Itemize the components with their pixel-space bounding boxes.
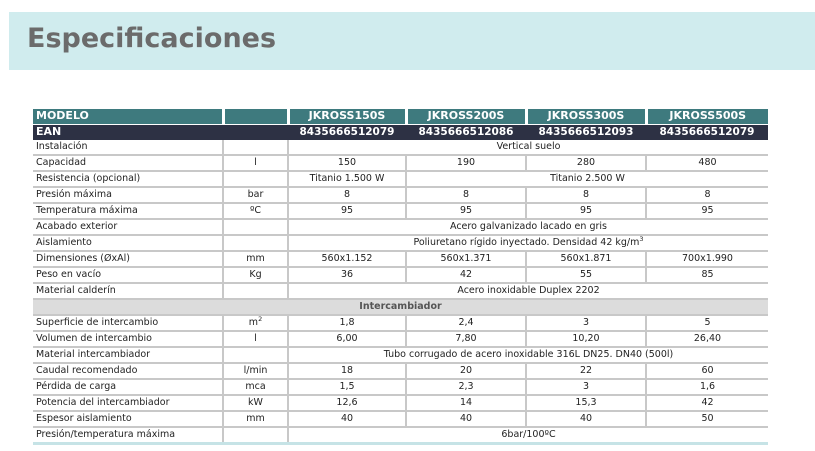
row-value: Titanio 1.500 W — [288, 171, 406, 187]
row-label: Material intercambiador — [33, 347, 223, 363]
row-label: Capacidad — [33, 155, 223, 171]
row-value: Acero galvanizado lacado en gris — [288, 219, 768, 235]
row-label: Pérdida de carga — [33, 379, 223, 395]
model-name: JKROSS200S — [406, 109, 526, 124]
table-row — [33, 171, 768, 187]
model-header-label: MODELO — [33, 109, 223, 124]
row-unit: bar — [223, 187, 288, 203]
table-row — [33, 395, 768, 411]
row-value: 10,20 — [526, 331, 646, 347]
row-value: 12,6 — [288, 395, 406, 411]
row-value: 40 — [288, 411, 406, 427]
row-value: 85 — [646, 267, 768, 283]
row-value: 6bar/100ºC — [288, 427, 768, 444]
row-unit: mca — [223, 379, 288, 395]
table-row — [33, 203, 768, 219]
row-value: 15,3 — [526, 395, 646, 411]
row-value: 150 — [288, 155, 406, 171]
row-unit — [223, 171, 288, 187]
row-value: 6,00 — [288, 331, 406, 347]
table-row — [33, 315, 768, 331]
row-value: 50 — [646, 411, 768, 427]
row-value: 5 — [646, 315, 768, 331]
row-value: 560x1.371 — [406, 251, 526, 267]
unit-text: m — [248, 317, 259, 328]
ean-row — [33, 124, 768, 140]
row-value: 8 — [406, 187, 526, 203]
row-value: 280 — [526, 155, 646, 171]
row-value: 18 — [288, 363, 406, 379]
row-unit — [223, 283, 288, 299]
row-label: Potencia del intercambiador — [33, 395, 223, 411]
specifications-table — [33, 109, 768, 445]
table-row — [33, 155, 768, 171]
row-value: 480 — [646, 155, 768, 171]
row-value: 40 — [526, 411, 646, 427]
model-name: JKROSS150S — [288, 109, 406, 124]
model-header-row — [33, 109, 768, 124]
superscript: 3 — [639, 235, 644, 243]
title-banner — [9, 12, 815, 70]
row-value: 20 — [406, 363, 526, 379]
row-value: Acero inoxidable Duplex 2202 — [288, 283, 768, 299]
row-value: 36 — [288, 267, 406, 283]
ean-label: EAN — [33, 124, 288, 140]
row-value: 1,5 — [288, 379, 406, 395]
table-row — [33, 267, 768, 283]
row-value: 3 — [526, 315, 646, 331]
row-value: 700x1.990 — [646, 251, 768, 267]
model-name: JKROSS300S — [526, 109, 646, 124]
table-row — [33, 331, 768, 347]
table-row — [33, 235, 768, 251]
row-unit: ºC — [223, 203, 288, 219]
row-label: Temperatura máxima — [33, 203, 223, 219]
row-label: Peso en vacío — [33, 267, 223, 283]
row-value: 560x1.871 — [526, 251, 646, 267]
page-title: Especificaciones — [27, 23, 277, 54]
row-unit — [223, 315, 288, 331]
row-value: 42 — [646, 395, 768, 411]
row-value: 2,3 — [406, 379, 526, 395]
table-row — [33, 363, 768, 379]
row-value: 55 — [526, 267, 646, 283]
row-label: Acabado exterior — [33, 219, 223, 235]
row-unit — [223, 347, 288, 363]
row-label: Aislamiento — [33, 235, 223, 251]
row-unit: l — [223, 155, 288, 171]
table-row — [33, 219, 768, 235]
row-label: Espesor aislamiento — [33, 411, 223, 427]
row-value: 8 — [288, 187, 406, 203]
row-value: 95 — [288, 203, 406, 219]
table-row — [33, 347, 768, 363]
ean-value: 8435666512093 — [526, 124, 646, 140]
row-value: 8 — [646, 187, 768, 203]
row-value: 95 — [646, 203, 768, 219]
table-row — [33, 251, 768, 267]
row-label: Material calderín — [33, 283, 223, 299]
ean-value: 8435666512079 — [288, 124, 406, 140]
row-unit — [223, 140, 288, 155]
row-value: 40 — [406, 411, 526, 427]
row-value: 95 — [406, 203, 526, 219]
row-value: Tubo corrugado de acero inoxidable 316L DN25. DN40 (500l) — [288, 347, 768, 363]
table-row — [33, 187, 768, 203]
row-unit: mm — [223, 251, 288, 267]
row-value: 8 — [526, 187, 646, 203]
row-value: 7,80 — [406, 331, 526, 347]
table-row — [33, 283, 768, 299]
insulation-text: Poliuretano rígido inyectado. Densidad 42 kg/m — [413, 237, 640, 248]
ean-value: 8435666512079 — [646, 124, 768, 140]
row-label: Dimensiones (ØxAl) — [33, 251, 223, 267]
table-row — [33, 379, 768, 395]
row-value: Titanio 2.500 W — [406, 171, 768, 187]
row-value: 95 — [526, 203, 646, 219]
row-value: 1,6 — [646, 379, 768, 395]
table-row — [33, 427, 768, 444]
row-value: Vertical suelo — [288, 140, 768, 155]
row-label: Resistencia (opcional) — [33, 171, 223, 187]
section-header-row — [33, 299, 768, 315]
ean-value: 8435666512086 — [406, 124, 526, 140]
model-name: JKROSS500S — [646, 109, 768, 124]
row-value: 2,4 — [406, 315, 526, 331]
row-label: Presión/temperatura máxima — [33, 427, 223, 444]
row-value: 560x1.152 — [288, 251, 406, 267]
row-unit: l/min — [223, 363, 288, 379]
superscript: 2 — [258, 315, 263, 323]
row-unit — [223, 235, 288, 251]
row-value: 26,40 — [646, 331, 768, 347]
row-unit: mm — [223, 411, 288, 427]
row-unit: l — [223, 331, 288, 347]
row-value: 3 — [526, 379, 646, 395]
row-label: Superficie de intercambio — [33, 315, 223, 331]
unit-header — [223, 109, 288, 124]
row-unit — [223, 427, 288, 444]
row-unit: kW — [223, 395, 288, 411]
row-label: Volumen de intercambio — [33, 331, 223, 347]
row-value: 60 — [646, 363, 768, 379]
row-value: 190 — [406, 155, 526, 171]
row-unit — [223, 219, 288, 235]
table-row — [33, 411, 768, 427]
table-row — [33, 140, 768, 155]
row-label: Presión máxima — [33, 187, 223, 203]
row-value: 1,8 — [288, 315, 406, 331]
row-label: Caudal recomendado — [33, 363, 223, 379]
section-title: Intercambiador — [33, 299, 768, 315]
row-label: Instalación — [33, 140, 223, 155]
row-value — [288, 235, 768, 251]
row-value: 42 — [406, 267, 526, 283]
row-value: 14 — [406, 395, 526, 411]
row-value: 22 — [526, 363, 646, 379]
row-unit: Kg — [223, 267, 288, 283]
